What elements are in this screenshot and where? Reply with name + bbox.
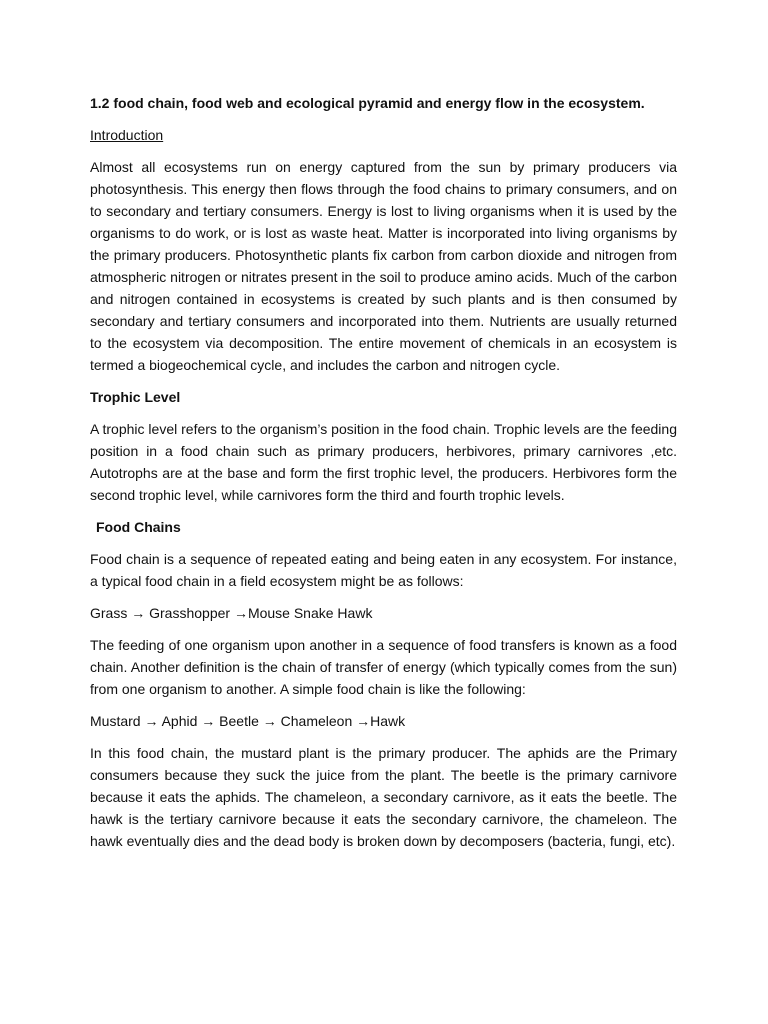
introduction-label: Introduction [90, 127, 164, 143]
trophic-level-paragraph: A trophic level refers to the organism’s position in the food chain. Trophic levels are the feeding position in a food chain such as primary producers, herbivores, primary carnivores ,etc. Autotrophs are at the base and form the first trophic level, the producers. Herbivores form the second trophic level, while carnivores form the third and fourth trophic levels. [90, 421, 677, 503]
food-chains-paragraph-1: Food chain is a sequence of repeated eating and being eaten in any ecosystem. For instance, a typical food chain in a field ecosystem might be as follows: [90, 551, 677, 589]
trophic-level-title: Trophic Level [90, 389, 181, 405]
food-chains-paragraph-3: In this food chain, the mustard plant is the primary producer. The aphids are the Primary consumers because they suck the juice from the plant. The beetle is the primary carnivore because it eats the aphids. The chameleon, a secondary carnivore, as it eats the beetle. The hawk is the tertiary carnivore because it eats the secondary carnivore, the chameleon. The hawk eventually dies and the dead body is broken down by decomposers (bacteria, fungi, etc). [90, 745, 677, 849]
document-page [90, 92, 677, 862]
food-chain-example-2: Mustard → Aphid → Beetle → Chameleon →Hawk [90, 713, 406, 729]
food-chains-title: Food Chains [96, 519, 181, 535]
food-chains-paragraph-2: The feeding of one organism upon another in a sequence of food transfers is known as a food chain. Another definition is the chain of transfer of energy (which typically comes from the sun) from one organism to another. A simple food chain is like the following: [90, 637, 677, 697]
document-heading: 1.2 food chain, food web and ecological pyramid and energy flow in the ecosystem. [90, 95, 645, 111]
introduction-paragraph: Almost all ecosystems run on energy captured from the sun by primary producers via photosynthesis. This energy then flows through the food chains to primary consumers, and on to secondary and tertiary consumers. Energy is lost to living organisms when it is used by the organisms to do work, or is lost as waste heat. Matter is incorporated into living organisms by the primary producers. Photosynthetic plants fix carbon from carbon dioxide and nitrogen from atmospheric nitrogen or nitrates present in the soil to produce amino acids. Much of the carbon and nitrogen contained in ecosystems is created by such plants and is then consumed by secondary and tertiary consumers and incorporated into them. Nutrients are usually returned to the ecosystem via decomposition. The entire movement of chemicals in an ecosystem is termed a biogeochemical cycle, and includes the carbon and nitrogen cycle. [90, 159, 677, 373]
food-chain-example-1: Grass → Grasshopper →Mouse Snake Hawk [90, 605, 373, 621]
